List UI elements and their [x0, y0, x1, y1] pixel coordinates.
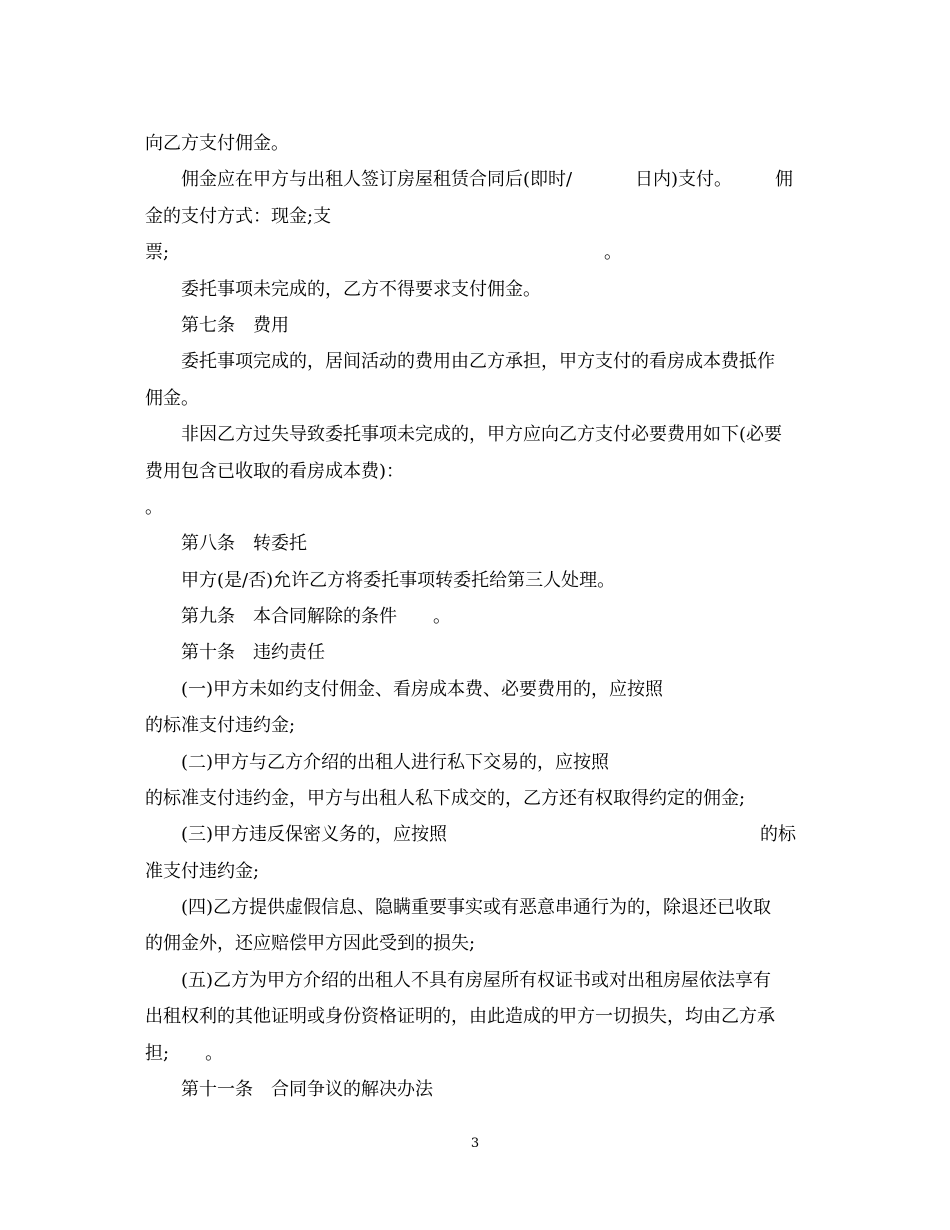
section-heading: 第九条 本合同解除的条件 。 — [181, 606, 451, 627]
text-line: (一)甲方未如约支付佣金、看房成本费、必要费用的，应按照 — [181, 679, 664, 700]
section-heading: 第十一条 合同争议的解决办法 — [181, 1079, 433, 1100]
text-line: (三)甲方违反保密义务的，应按照 — [181, 824, 448, 845]
text-line: 佣金应在甲方与出租人签订房屋租赁合同后(即时/ — [181, 169, 573, 190]
text-line: 委托事项完成的，居间活动的费用由乙方承担，甲方支付的看房成本费抵作 — [181, 351, 775, 372]
text-line: 担; 。 — [145, 1043, 224, 1064]
section-heading: 第十条 违约责任 — [181, 642, 325, 663]
text-line: 票; — [145, 242, 170, 263]
text-line: 出租权利的其他证明或身份资格证明的，由此造成的甲方一切损失，均由乙方承 — [145, 1006, 775, 1027]
section-heading: 第七条 费用 — [181, 315, 289, 336]
text-line: 。 — [145, 497, 163, 518]
text-line: 佣金。 — [145, 388, 199, 409]
text-line: 甲方(是/否)允许乙方将委托事项转委托给第三人处理。 — [181, 570, 616, 591]
text-line: 的标 — [760, 824, 796, 845]
text-line: 委托事项未完成的，乙方不得要求支付佣金。 — [181, 279, 541, 300]
page-number: 3 — [470, 1136, 480, 1151]
text-line: (五)乙方为甲方介绍的出租人不具有房屋所有权证书或对出租房屋依法享有 — [181, 970, 772, 991]
text-line: 非因乙方过失导致委托事项未完成的，甲方应向乙方支付必要费用如下(必要 — [181, 424, 783, 445]
text-line: 日内)支付。 — [635, 169, 733, 190]
text-line: 的佣金外，还应赔偿甲方因此受到的损失; — [145, 933, 476, 954]
text-line: (四)乙方提供虚假信息、隐瞒重要事实或有恶意串通行为的，除退还已收取 — [181, 897, 772, 918]
text-line: 佣 — [775, 169, 793, 190]
text-line: (二)甲方与乙方介绍的出租人进行私下交易的，应按照 — [181, 752, 610, 773]
text-line: 向乙方支付佣金。 — [145, 133, 289, 154]
text-line: 准支付违约金; — [145, 861, 260, 882]
text-line: 金的支付方式：现金;支 — [145, 206, 332, 227]
section-heading: 第八条 转委托 — [181, 533, 307, 554]
text-line: 费用包含已收取的看房成本费)： — [145, 461, 405, 482]
text-line: 。 — [604, 242, 622, 263]
text-line: 的标准支付违约金，甲方与出租人私下成交的，乙方还有权取得约定的佣金; — [145, 788, 746, 809]
text-line: 的标准支付违约金; — [145, 715, 296, 736]
